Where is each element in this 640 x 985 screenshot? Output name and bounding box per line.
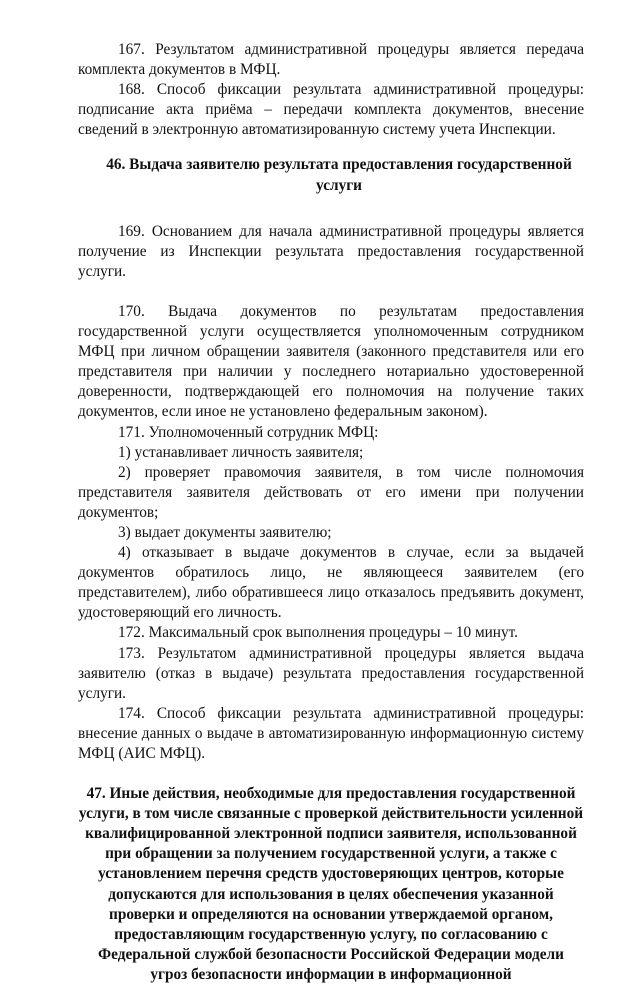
paragraph-168: 168. Способ фиксации результата административной процедуры: подписание акта приёма – передачи комплекта документов, внесение сведений в электронную автоматизированную систему учета Инспекции. (78, 81, 584, 139)
paragraph-172: 172. Максимальный срок выполнения процедуры – 10 минут. (118, 624, 519, 642)
paragraph-170: 170. Выдача документов по результатам предоставления государственной услуги осуществляется уполномоченным сотрудником МФЦ при личном обращении заявителя (законного представителя или его представителя при наличии у последнего нотариально удостоверенной доверенности, подтверждающей его полномочия на получение таких документов, если иное не установлено федеральным законом). (78, 302, 584, 421)
paragraph-169: 169. Основанием для начала административной процедуры является получение из Инспекции результата предоставления государственной услуги. (78, 222, 584, 280)
paragraph-171: 171. Уполномоченный сотрудник МФЦ: (118, 423, 379, 441)
section-heading-46: 46. Выдача заявителю результата предоставления государственной услуги (106, 156, 572, 194)
list-item-171-4: 4) отказывает в выдаче документов в случае, если за выдачей документов обратилось лицо, не являющееся заявителем (его представителем), либо обратившееся лицо отказалось предъявить документ, удостоверяющий его личность. (78, 544, 584, 622)
list-item-171-1: 1) устанавливает личность заявителя; (118, 443, 364, 461)
paragraph-174: 174. Способ фиксации результата административной процедуры: внесение данных о выдаче в автоматизированную информационную систему МФЦ (АИС МФЦ). (78, 704, 584, 762)
paragraph-167: 167. Результатом административной процедуры является передача комплекта документов в МФЦ. (78, 41, 584, 79)
paragraph-173: 173. Результатом административной процедуры является выдача заявителю (отказ в выдаче) результата предоставления государственной услуги. (78, 644, 584, 702)
document-page (78, 40, 584, 985)
list-item-171-3: 3) выдает документы заявителю; (118, 523, 332, 541)
section-heading-47: 47. Иные действия, необходимые для предоставления государственной услуги, в том числе связанные с проверкой действительности усиленной квалифицированной электронной подписи заявителя, использованной при обращении за получением государственной услуги, а также с установлением перечня средств удостоверяющих центров, которые допускаются для использования в целях обеспечения указанной проверки и определяются на основании утверждаемой органом, предоставляющим государственную услугу, по согласованию с Федеральной службой безопасности Российской Федерации модели угроз безопасности информации в информационной (78, 785, 584, 983)
list-item-171-2: 2) проверяет правомочия заявителя, в том числе полномочия представителя заявителя действовать от его имени при получении документов; (78, 463, 584, 521)
